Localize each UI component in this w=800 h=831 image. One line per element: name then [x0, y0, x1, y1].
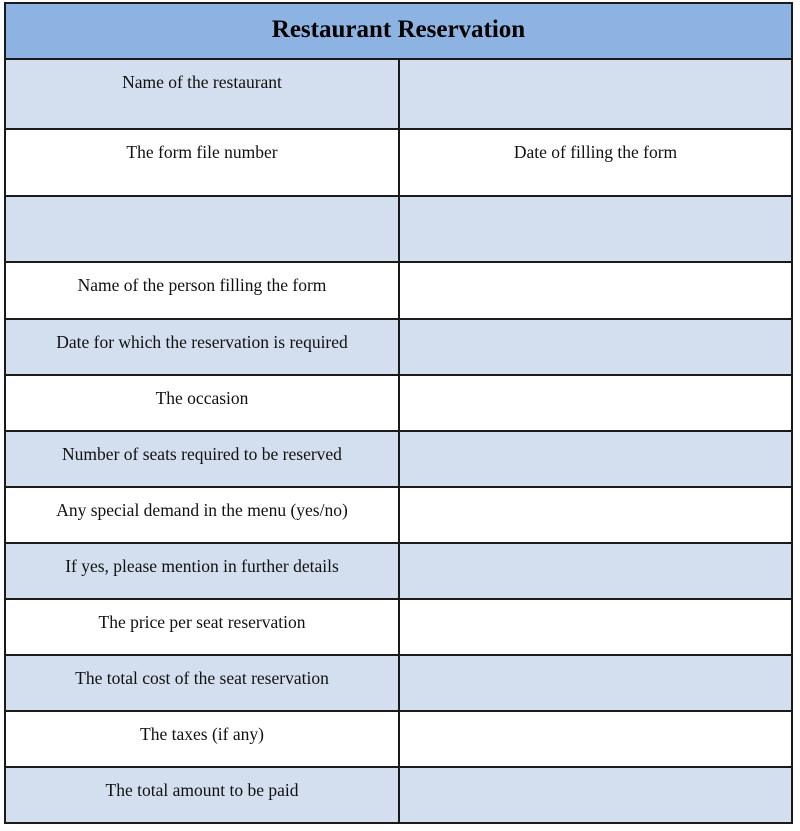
reservation-form-table: [4, 2, 793, 824]
form-row: [6, 263, 791, 320]
form-row: [6, 600, 791, 656]
form-row: [6, 320, 791, 376]
field-label: Number of seats required to be reserved: [6, 432, 400, 486]
form-row: [6, 712, 791, 768]
field-value-input[interactable]: [400, 544, 791, 598]
field-label: Any special demand in the menu (yes/no): [6, 488, 400, 542]
form-row: [6, 376, 791, 432]
form-row: [6, 656, 791, 712]
form-title: Restaurant Reservation: [6, 4, 791, 60]
field-label: [6, 197, 400, 261]
field-label: Date for which the reservation is required: [6, 320, 400, 374]
form-row: [6, 544, 791, 600]
form-row: [6, 432, 791, 488]
field-label: The taxes (if any): [6, 712, 400, 766]
field-value-input[interactable]: [400, 656, 791, 710]
form-row: [6, 197, 791, 263]
form-row: [6, 130, 791, 197]
form-rows: [6, 60, 791, 822]
field-value-input[interactable]: [400, 712, 791, 766]
field-value-input[interactable]: [400, 320, 791, 374]
field-label: The price per seat reservation: [6, 600, 400, 654]
field-value-input[interactable]: [400, 488, 791, 542]
field-value-input[interactable]: [400, 600, 791, 654]
field-value-input[interactable]: [400, 376, 791, 430]
field-label: Name of the person filling the form: [6, 263, 400, 318]
field-label: Name of the restaurant: [6, 60, 400, 128]
field-value-input[interactable]: [400, 432, 791, 486]
form-row: [6, 768, 791, 822]
form-row: [6, 60, 791, 130]
form-row: [6, 488, 791, 544]
field-label: The total amount to be paid: [6, 768, 400, 822]
field-value-input[interactable]: [400, 60, 791, 128]
field-value-input[interactable]: [400, 197, 791, 261]
field-label: Date of filling the form: [513, 142, 678, 162]
field-label: The occasion: [6, 376, 400, 430]
field-label: The total cost of the seat reservation: [6, 656, 400, 710]
field-value-input[interactable]: [400, 263, 791, 318]
field-label: The form file number: [6, 130, 400, 195]
field-label: If yes, please mention in further details: [6, 544, 400, 598]
field-value-input[interactable]: [400, 768, 791, 822]
